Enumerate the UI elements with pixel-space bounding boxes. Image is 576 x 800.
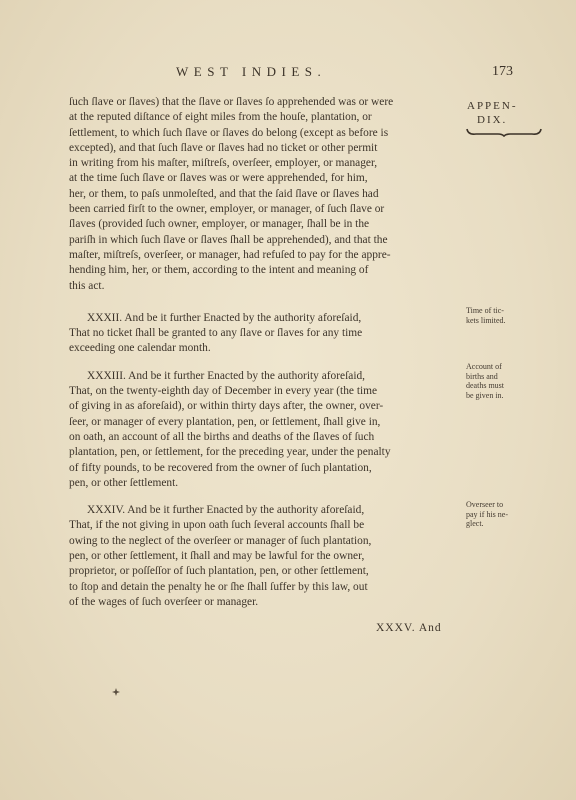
text-line: of giving in as aforeſaid), or within thirty days after, the owner, over- — [69, 400, 384, 413]
text-line: proprietor, or poſſeſſor of ſuch plantation, pen, or other ſettlement, — [69, 565, 369, 578]
text-line: pariſh in which ſuch ſlave or ſlaves ſhall be apprehended), and that the — [69, 233, 388, 246]
appendix-marginal-heading — [467, 99, 547, 127]
text-line: hending him, her, or them, according to the intent and meaning of — [69, 264, 369, 277]
note-line: Overseer to — [466, 500, 504, 509]
text-line: That no ticket ſhall be granted to any ſlave or ſlaves for any time — [69, 327, 363, 340]
marginal-note-overseer — [466, 500, 546, 529]
text-line: owing to the neglect of the overſeer or manager of ſuch plantation, — [69, 534, 372, 547]
note-line: be given in. — [466, 390, 504, 400]
clause-xxxiv — [69, 503, 459, 610]
marginal-note-births — [466, 362, 546, 400]
text-line: pen, or other ſettlement, it ſhall and may be lawful for the owner, — [69, 550, 365, 563]
note-line: glect. — [466, 519, 484, 528]
page-number: 173 — [492, 64, 513, 79]
note-line: deaths must — [466, 381, 504, 390]
text-line: excepted), and that ſuch ſlave or ſlaves had no ticket or other permit — [69, 141, 378, 154]
appendix-line-2: DIX. — [477, 114, 508, 126]
clause-xxxii — [69, 311, 459, 357]
text-line: XXXIII. And be it further Enacted by the authority aforeſaid, — [87, 369, 366, 382]
ink-speck-icon — [112, 688, 120, 696]
appendix-brace-ornament — [466, 127, 542, 137]
text-line: on oath, an account of all the births and deaths of the ſlaves of ſuch — [69, 430, 375, 443]
text-line: at the reputed diſtance of eight miles from the houſe, plantation, or — [69, 111, 372, 124]
para-continuation — [69, 95, 459, 294]
text-line: at the time ſuch ſlave or ſlaves was or were apprehended, for him, — [69, 172, 368, 185]
text-line: That, if the not giving in upon oath ſuch ſeveral accounts ſhall be — [69, 519, 365, 532]
note-line: births and — [466, 371, 498, 381]
text-line: plantation, pen, or ſettlement, for the preceding year, under the penalty — [69, 446, 391, 459]
text-line: That, on the twenty-eighth day of December in every year (the time — [69, 385, 378, 398]
clause-xxxiii — [69, 369, 459, 491]
note-line: pay if his ne- — [466, 509, 508, 519]
marginal-note-tickets — [466, 306, 546, 325]
text-line: ſeer, or manager of every plantation, pen, or ſettlement, ſhall give in, — [69, 415, 381, 428]
appendix-line-1: APPEN- — [467, 100, 518, 112]
text-line: exceeding one calendar month. — [69, 342, 211, 355]
body-text — [69, 95, 459, 622]
catchword: XXXV. And — [376, 622, 442, 634]
text-line: XXXIV. And be it further Enacted by the authority aforeſaid, — [87, 504, 365, 517]
running-head — [0, 64, 576, 84]
text-line: to ſtop and detain the penalty he or ſhe ſhall ſuffer by this law, out — [69, 580, 368, 593]
text-line: pen, or other ſettlement. — [69, 476, 179, 489]
note-line: Account of — [466, 362, 502, 371]
text-line: of the wages of ſuch overſeer or manager. — [69, 595, 259, 608]
note-line: kets limited. — [466, 315, 506, 325]
text-line: XXXII. And be it further Enacted by the authority aforeſaid, — [87, 311, 362, 324]
text-line: been carried firſt to the owner, employer, or manager, of ſuch ſlave or — [69, 203, 385, 216]
text-line: ſettlement, to which ſuch ſlave or ſlaves do belong (except as before is — [69, 126, 389, 139]
running-title: WEST INDIES. — [176, 64, 327, 79]
text-line: ſlaves (provided ſuch owner, employer, or manager, ſhall be in the — [69, 218, 370, 231]
text-line: of fifty pounds, to be recovered from the owner of ſuch plantation, — [69, 461, 372, 474]
text-line: ſuch ſlave or ſlaves) that the ſlave or ſlaves ſo apprehended was or were — [69, 96, 394, 108]
note-line: Time of tic- — [466, 306, 504, 315]
text-line: this act. — [69, 279, 105, 292]
text-line: maſter, miſtreſs, overſeer, or manager, had refuſed to pay for the appre- — [69, 248, 391, 261]
text-line: in writing from his maſter, miſtreſs, overſeer, employer, or manager, — [69, 157, 378, 170]
text-line: her, or them, to paſs unmoleſted, and that the ſaid ſlave or ſlaves had — [69, 187, 379, 200]
